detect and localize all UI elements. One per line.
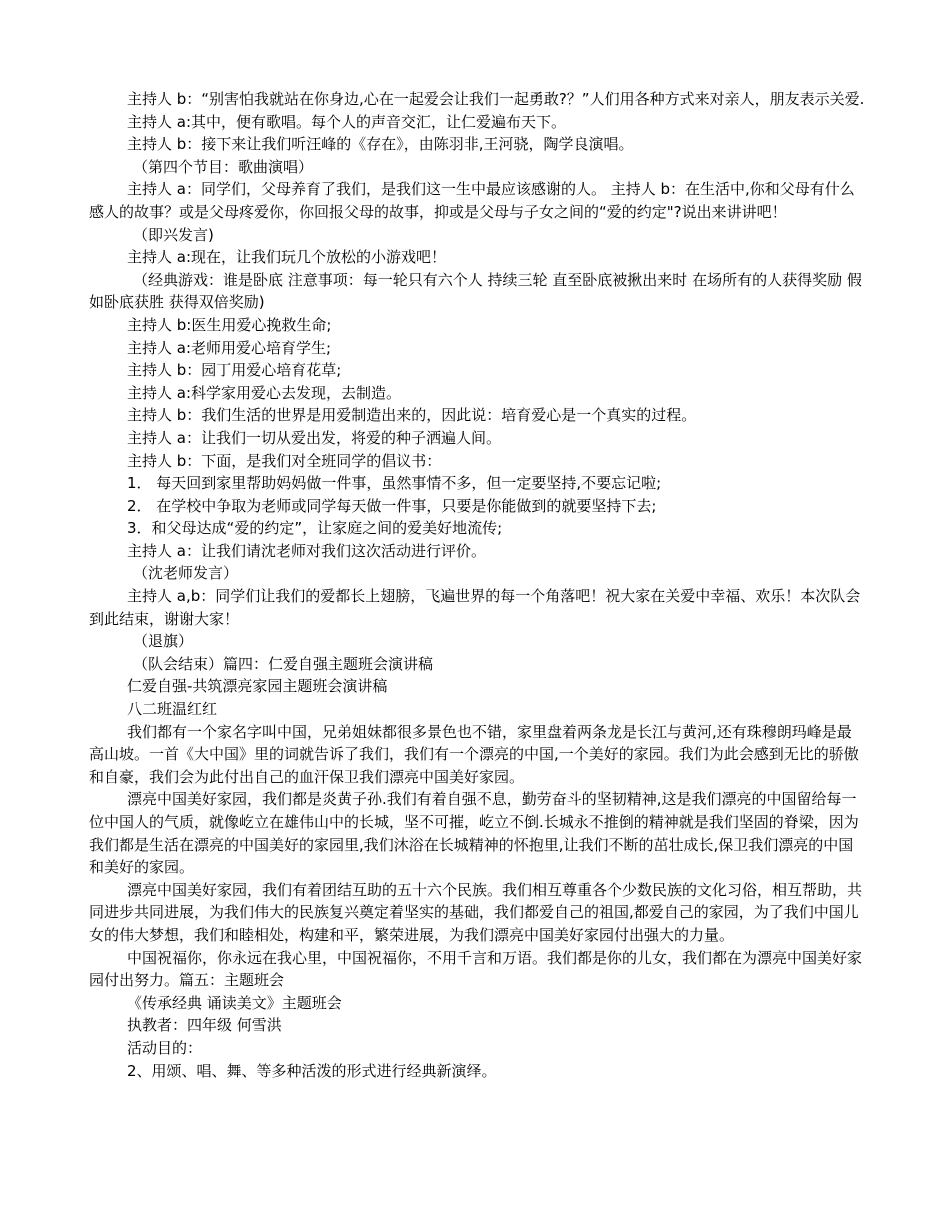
stage-direction: （沈老师发言） xyxy=(133,564,239,583)
paragraph: 主持人 a：同学们，父母养育了我们，是我们这一生中最应该感谢的人。 主持人 b：在生活中,你和父母有什么感人的故事？或是父母疼爱你，你回报父母的故事，抑或是父母与子女之间的“爱的约定"?说出来讲讲吧！ xyxy=(89,180,855,221)
paragraph: 主持人 a：让我们一切从爱出发，将爱的种子洒遍人间。 xyxy=(127,428,501,447)
paragraph: 八二班温红红 xyxy=(127,700,218,719)
paragraph: 执教者：四年级 何雪洪 xyxy=(127,1016,282,1035)
stage-direction: （队会结束）篇四：仁爱自强主题班会演讲稿 xyxy=(133,654,434,673)
paragraph: 《传承经典 诵读美文》主题班会 xyxy=(127,993,342,1012)
paragraph: 主持人 a:老师用爱心培育学生; xyxy=(127,338,332,357)
paragraph: 1． 每天回到家里帮助妈妈做一件事，虽然事情不多，但一定要坚持,不要忘记啦; xyxy=(127,474,662,493)
paragraph: 活动目的： xyxy=(127,1038,203,1057)
paragraph: 中国祝福你，你永远在我心里，中国祝福你，不用千言和万语。我们都是你的儿女，我们都在为漂亮中国美好家园付出努力。篇五：主题班会 xyxy=(89,948,863,990)
stage-direction: （经典游戏：谁是卧底 注意事项：每一轮只有六个人 持续三轮 直至卧底被揪出来时 在场所有的人获得奖励 假如卧底获胜 获得双倍奖励) xyxy=(89,270,862,312)
paragraph: 主持人 b：接下来让我们听汪峰的《存在》，由陈羽非,王河骁，陶学良演唱。 xyxy=(127,135,634,154)
paragraph: 主持人 b：我们生活的世界是用爱制造出来的，因此说：培育爱心是一个真实的过程。 xyxy=(127,406,697,425)
paragraph: 漂亮中国美好家园，我们有着团结互助的五十六个民族。我们相互尊重各个少数民族的文化习俗，相互帮助，共同进步共同进展，为我们伟大的民族复兴奠定着坚实的基础，我们都爱自己的祖国,都爱自己的家园，为了我们中国儿女的伟大梦想，我们和睦相处，构建和平，繁荣进展，为我们漂亮中国美好家园付出强大的力量。 xyxy=(89,880,863,944)
paragraph: 我们都有一个家名字叫中国，兄弟姐妹都很多景色也不错，家里盘着两条龙是长江与黄河,还有珠穆朗玛峰是最高山坡。一首《大中国》里的词就告诉了我们，我们有一个漂亮的中国,一个美好的家园。我们为此会感到无比的骄傲和自豪，我们会为此付出自己的血汗保卫我们漂亮中国美好家园。 xyxy=(89,722,859,786)
paragraph: 主持人 a:其中，便有歌唱。每个人的声音交汇，让仁爱遍布天下。 xyxy=(127,112,567,131)
paragraph: 主持人 b：下面，是我们对全班同学的倡议书： xyxy=(127,451,442,470)
paragraph: 主持人 a:现在，让我们玩几个放松的小游戏吧！ xyxy=(127,248,447,267)
stage-direction: （第四个节目：歌曲演唱） xyxy=(133,157,314,176)
paragraph: 漂亮中国美好家园，我们都是炎黄子孙.我们有着自强不息，勤劳奋斗的坚韧精神,这是我们漂亮的中国留给每一位中国人的气质，就像屹立在雄伟山中的长城，坚不可摧，屹立不倒.长城永不推倒的精神就是我们坚固的脊梁，因为我们都是生活在漂亮的中国美好的家园里,我们沐浴在长城精神的怀抱里,让我们不断的茁壮成长,保卫我们漂亮的中国和美好的家园。 xyxy=(89,790,859,877)
paragraph: 主持人 b：“别害怕我就站在你身边,心在一起爱会让我们一起勇敢?？”人们用各种方式来对亲人，朋友表示关爱. xyxy=(127,90,865,108)
paragraph: 主持人 a：让我们请沈老师对我们这次活动进行评价。 xyxy=(127,541,486,560)
paragraph: 2． 在学校中争取为老师或同学每天做一件事，只要是你能做到的就要坚持下去; xyxy=(127,496,657,515)
paragraph: 主持人 b：园丁用爱心培育花草; xyxy=(127,361,342,380)
paragraph: 3．和父母达成“爱的约定”，让家庭之间的爱美好地流传; xyxy=(127,519,503,538)
stage-direction: （即兴发言) xyxy=(133,225,214,244)
stage-direction: （退旗） xyxy=(133,632,194,651)
paragraph: 主持人 a,b：同学们让我们的爱都长上翅膀，飞遍世界的每一个角落吧！祝大家在关爱中幸福、欢乐！本次队会到此结束，谢谢大家！ xyxy=(89,587,861,628)
paragraph: 2、用颂、唱、舞、等多种活泼的形式进行经典新演绎。 xyxy=(127,1061,497,1080)
paragraph: 主持人 b:医生用爱心挽救生命; xyxy=(127,315,332,334)
paragraph: 仁爱自强-共筑漂亮家园主题班会演讲稿 xyxy=(127,677,388,696)
paragraph: 主持人 a:科学家用爱心去发现，去制造。 xyxy=(127,383,402,402)
